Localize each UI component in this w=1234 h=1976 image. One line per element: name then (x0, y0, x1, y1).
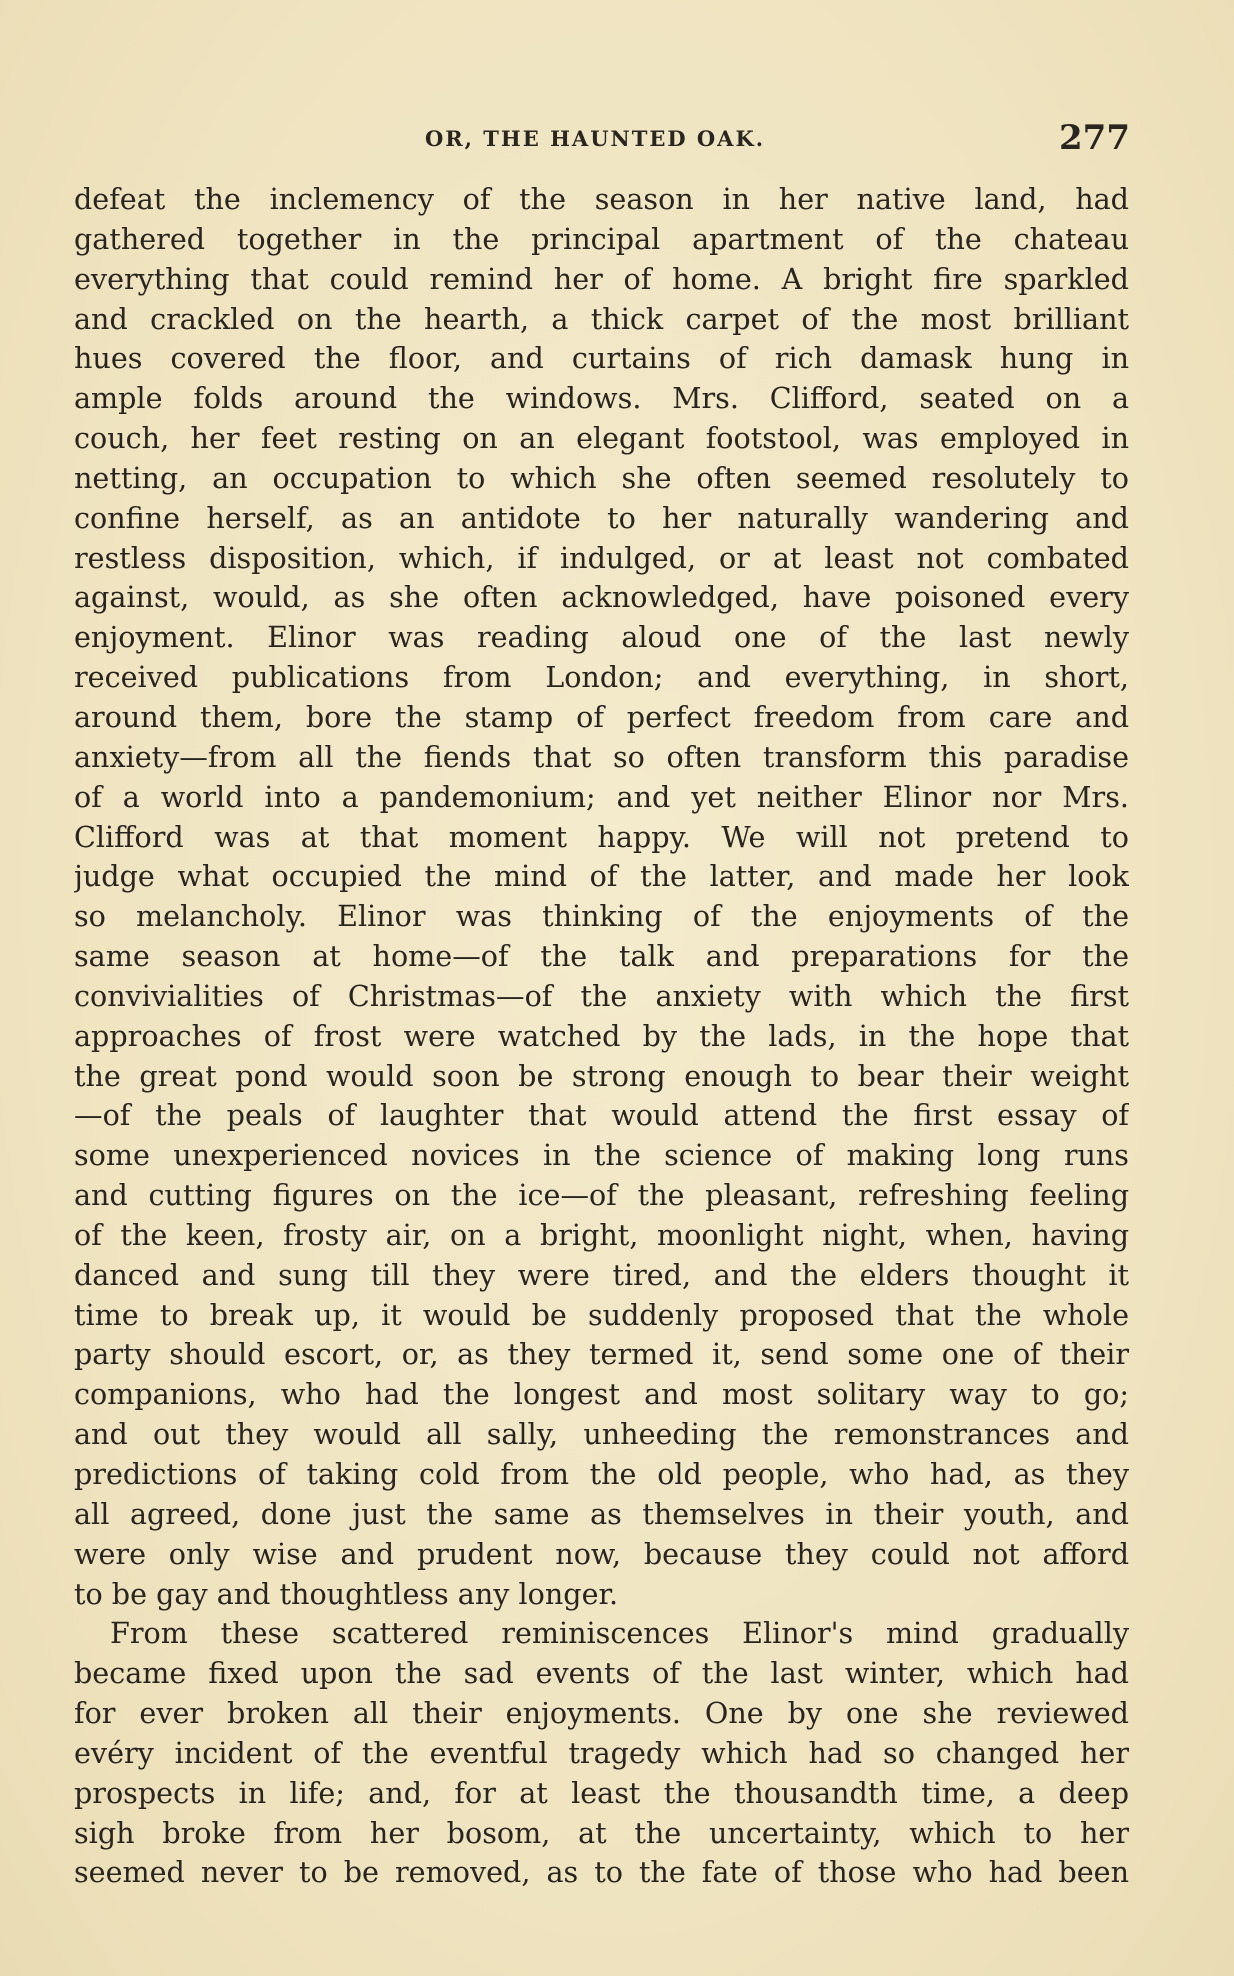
text-line: evéry incident of the eventful tragedy which had so changed her (74, 1735, 1129, 1770)
text-line: companions, who had the longest and most solitary way to go; (74, 1377, 1129, 1412)
text-line: approaches of frost were watched by the lads, in the hope that (74, 1018, 1129, 1053)
text-line: convivialities of Christmas—of the anxiety with which the first (74, 978, 1129, 1013)
text-line: enjoyment. Elinor was reading aloud one of the last newly (74, 620, 1129, 655)
text-line: and crackled on the hearth, a thick carpet of the most brilliant (74, 301, 1129, 336)
text-line: danced and sung till they were tired, and the elders thought it (74, 1257, 1129, 1292)
text-line: of a world into a pandemonium; and yet neither Elinor nor Mrs. (74, 779, 1129, 814)
text-line: same season at home—of the talk and preparations for the (74, 939, 1129, 974)
text-line: for ever broken all their enjoyments. One by one she reviewed (74, 1696, 1129, 1731)
text-line: judge what occupied the mind of the latter, and made her look (74, 859, 1129, 894)
paragraph-last-line: to be gay and thoughtless any longer. (74, 1576, 619, 1611)
text-line: so melancholy. Elinor was thinking of the enjoyments of the (74, 899, 1129, 934)
text-line: received publications from London; and everything, in short, (74, 660, 1129, 695)
text-line: predictions of taking cold from the old people, who had, as they (74, 1457, 1129, 1491)
page-number: 277 (1059, 118, 1130, 158)
text-line: seemed never to be removed, as to the fate of those who had been (74, 1855, 1129, 1890)
text-line: gathered together in the principal apartment of the chateau (74, 221, 1129, 256)
text-line: prospects in life; and, for at least the thousandth time, a deep (74, 1775, 1129, 1810)
text-line: anxiety—from all the fiends that so often transform this paradise (74, 739, 1129, 774)
text-line: were only wise and prudent now, because they could not afford (74, 1536, 1129, 1571)
text-line: party should escort, or, as they termed it, send some one of their (74, 1337, 1129, 1372)
text-line: around them, bore the stamp of perfect freedom from care and (74, 699, 1129, 734)
text-line: some unexperienced novices in the science of making long runs (74, 1138, 1129, 1173)
text-line: the great pond would soon be strong enough to bear their weight (74, 1058, 1129, 1093)
running-title: OR, THE HAUNTED OAK. (424, 126, 766, 151)
text-line: confine herself, as an antidote to her naturally wandering and (74, 500, 1129, 535)
text-line: restless disposition, which, if indulged, or at least not combated (74, 540, 1129, 575)
text-line: defeat the inclemency of the season in her native land, had (74, 182, 1129, 216)
text-line: ample folds around the windows. Mrs. Clifford, seated on a (74, 381, 1129, 416)
text-line: netting, an occupation to which she often seemed resolutely to (74, 460, 1129, 495)
text-line: of the keen, frosty air, on a bright, moonlight night, when, having (74, 1217, 1129, 1252)
text-line: —of the peals of laughter that would attend the first essay of (74, 1098, 1129, 1133)
text-line: sigh broke from her bosom, at the uncertainty, which to her (74, 1815, 1129, 1850)
text-line: couch, her feet resting on an elegant footstool, was employed in (74, 421, 1129, 456)
text-line: became fixed upon the sad events of the last winter, which had (74, 1656, 1129, 1691)
text-line: and cutting figures on the ice—of the pleasant, refreshing feeling (74, 1178, 1129, 1213)
page-header (60, 118, 1130, 162)
text-line: time to break up, it would be suddenly proposed that the whole (74, 1297, 1129, 1332)
text-line: hues covered the floor, and curtains of rich damask hung in (74, 341, 1129, 376)
text-line: Clifford was at that moment happy. We will not pretend to (74, 819, 1129, 854)
text-line: everything that could remind her of home. A bright fire sparkled (74, 261, 1129, 296)
text-line: and out they would all sally, unheeding the remonstrances and (74, 1417, 1129, 1452)
paragraph-first-line: From these scattered reminiscences Elinor's mind gradually (110, 1616, 1129, 1651)
text-line: all agreed, done just the same as themselves in their youth, and (74, 1496, 1129, 1531)
text-line: against, would, as she often acknowledged, have poisoned every (74, 580, 1129, 615)
body-text (74, 180, 1129, 1893)
